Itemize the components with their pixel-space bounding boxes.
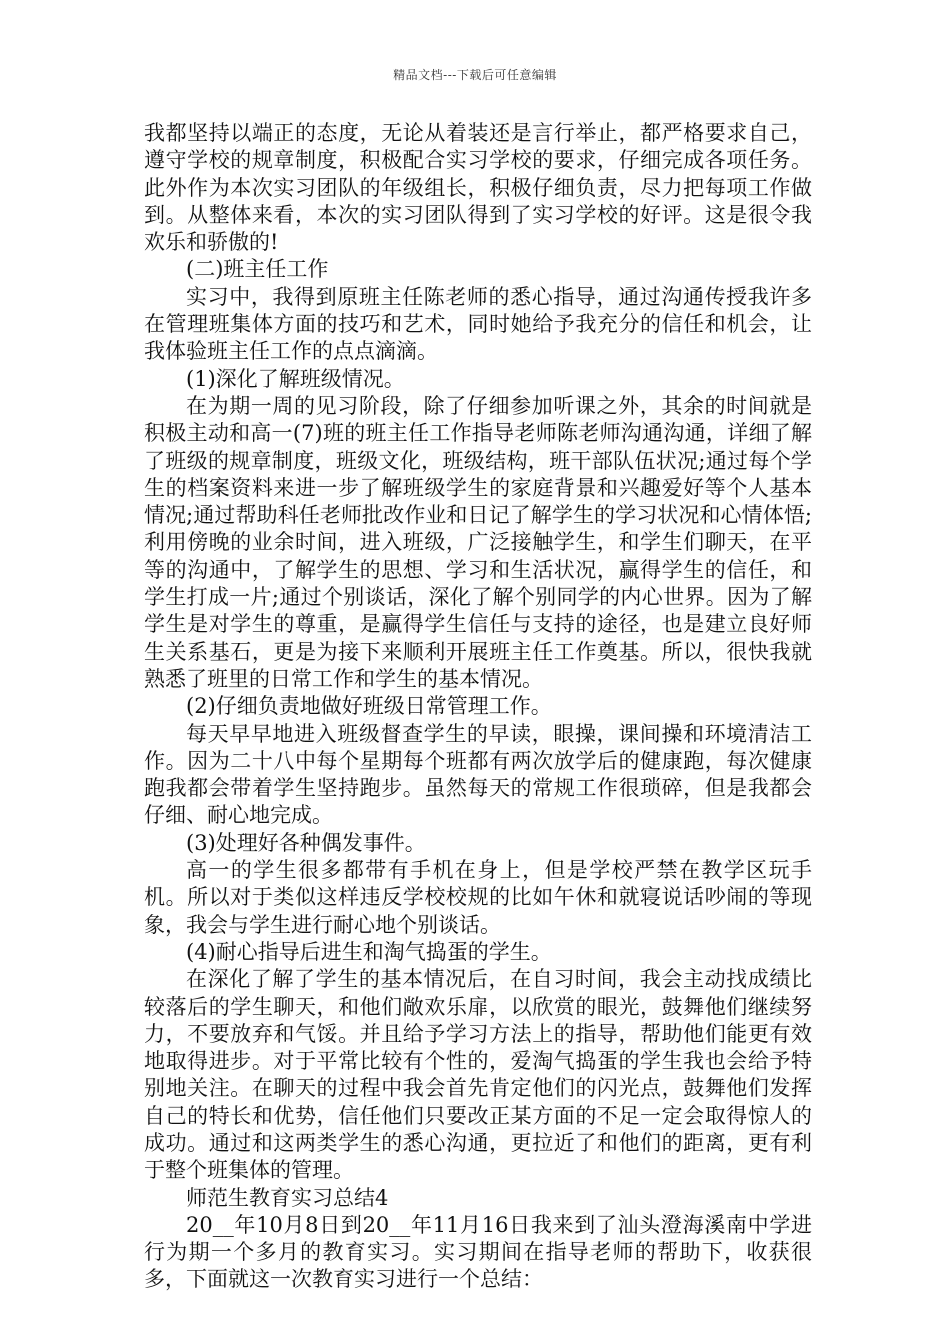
subsection-heading: (2)仔细负责地做好班级日常管理工作。 — [186, 694, 552, 719]
document-body — [144, 120, 812, 1294]
paragraph: 高一的学生很多都带有手机在身上，但是学校严禁在教学区玩手机。所以对于类似这样违反学校校规的比如午休和就寝说话吵闹的等现象，我会与学生进行耐心地个别谈话。 — [144, 858, 812, 937]
paragraph: 实习中，我得到原班主任陈老师的悉心指导，通过沟通传授我许多在管理班集体方面的技巧和艺术，同时她给予我充分的信任和机会，让我体验班主任工作的点点滴滴。 — [144, 284, 812, 364]
subsection-heading: (3)处理好各种偶发事件。 — [186, 830, 426, 855]
paragraph: 在为期一周的见习阶段，除了仔细参加听课之外，其余的时间就是积极主动和高一(7)班的班主任工作指导老师陈老师沟通沟通，详细了解了班级的规章制度，班级文化，班级结构，班干部队伍状况;通过每个学生的档案资料来进一步了解班级学生的家庭背景和兴趣爱好等个人基本情况;通过帮助科任老师批改作业和日记了解学生的学习状况和心情体悟;利用傍晚的业余时间，进入班级，广泛接触学生，和学生们聊天，在平等的沟通中，了解学生的思想、学习和生活状况，赢得学生的信任，和学生打成一片;通过个别谈话，深化了解个别同学的内心世界。因为了解学生是对学生的尊重，是赢得学生信任与支持的途径，也是建立良好师生关系基石，更是为接下来顺利开展班主任工作奠基。所以，很快我就熟悉了班里的日常工作和学生的基本情况。 — [144, 393, 812, 691]
document-title: 师范生教育实习总结4 — [186, 1185, 389, 1210]
paragraph: 每天早早地进入班级督查学生的早读，眼操，课间操和环境清洁工作。因为二十八中每个星期每个班都有两次放学后的健康跑，每次健康跑我都会带着学生坚持跑步。虽然每天的常规工作很琐碎，但是我都会仔细、耐心地完成。 — [144, 721, 812, 828]
page-header: 精品文档---下载后可任意编辑 — [393, 68, 557, 82]
paragraph: 我都坚持以端正的态度，无论从着装还是言行举止，都严格要求自己，遵守学校的规章制度，积极配合实习学校的要求，仔细完成各项任务。此外作为本次实习团队的年级组长，积极仔细负责，尽力把每项工作做到。从整体来看，本次的实习团队得到了实习学校的好评。这是很令我欢乐和骄傲的! — [144, 121, 812, 255]
paragraph: 20__年10月8日到20__年11月16日我来到了汕头澄海溪南中学进行为期一个多月的教育实习。实习期间在指导老师的帮助下，收获很多，下面就这一次教育实习进行一个总结： — [144, 1212, 812, 1292]
subsection-heading: (1)深化了解班级情况。 — [186, 366, 405, 391]
subsection-heading: (4)耐心指导后进生和淘气捣蛋的学生。 — [186, 939, 552, 964]
paragraph: 在深化了解了学生的基本情况后，在自习时间，我会主动找成绩比较落后的学生聊天，和他们敞欢乐扉，以欣赏的眼光，鼓舞他们继续努力，不要放弃和气馁。并且给予学习方法上的指导，帮助他们能更有效地取得进步。对于平常比较有个性的，爱淘气捣蛋的学生我也会给予特别地关注。在聊天的过程中我会首先肯定他们的闪光点，鼓舞他们发挥自己的特长和优势，信任他们只要改正某方面的不足一定会取得惊人的成功。通过和这两类学生的悉心沟通，更拉近了和他们的距离，更有利于整个班集体的管理。 — [144, 967, 812, 1183]
section-heading: (二)班主任工作 — [186, 257, 329, 282]
